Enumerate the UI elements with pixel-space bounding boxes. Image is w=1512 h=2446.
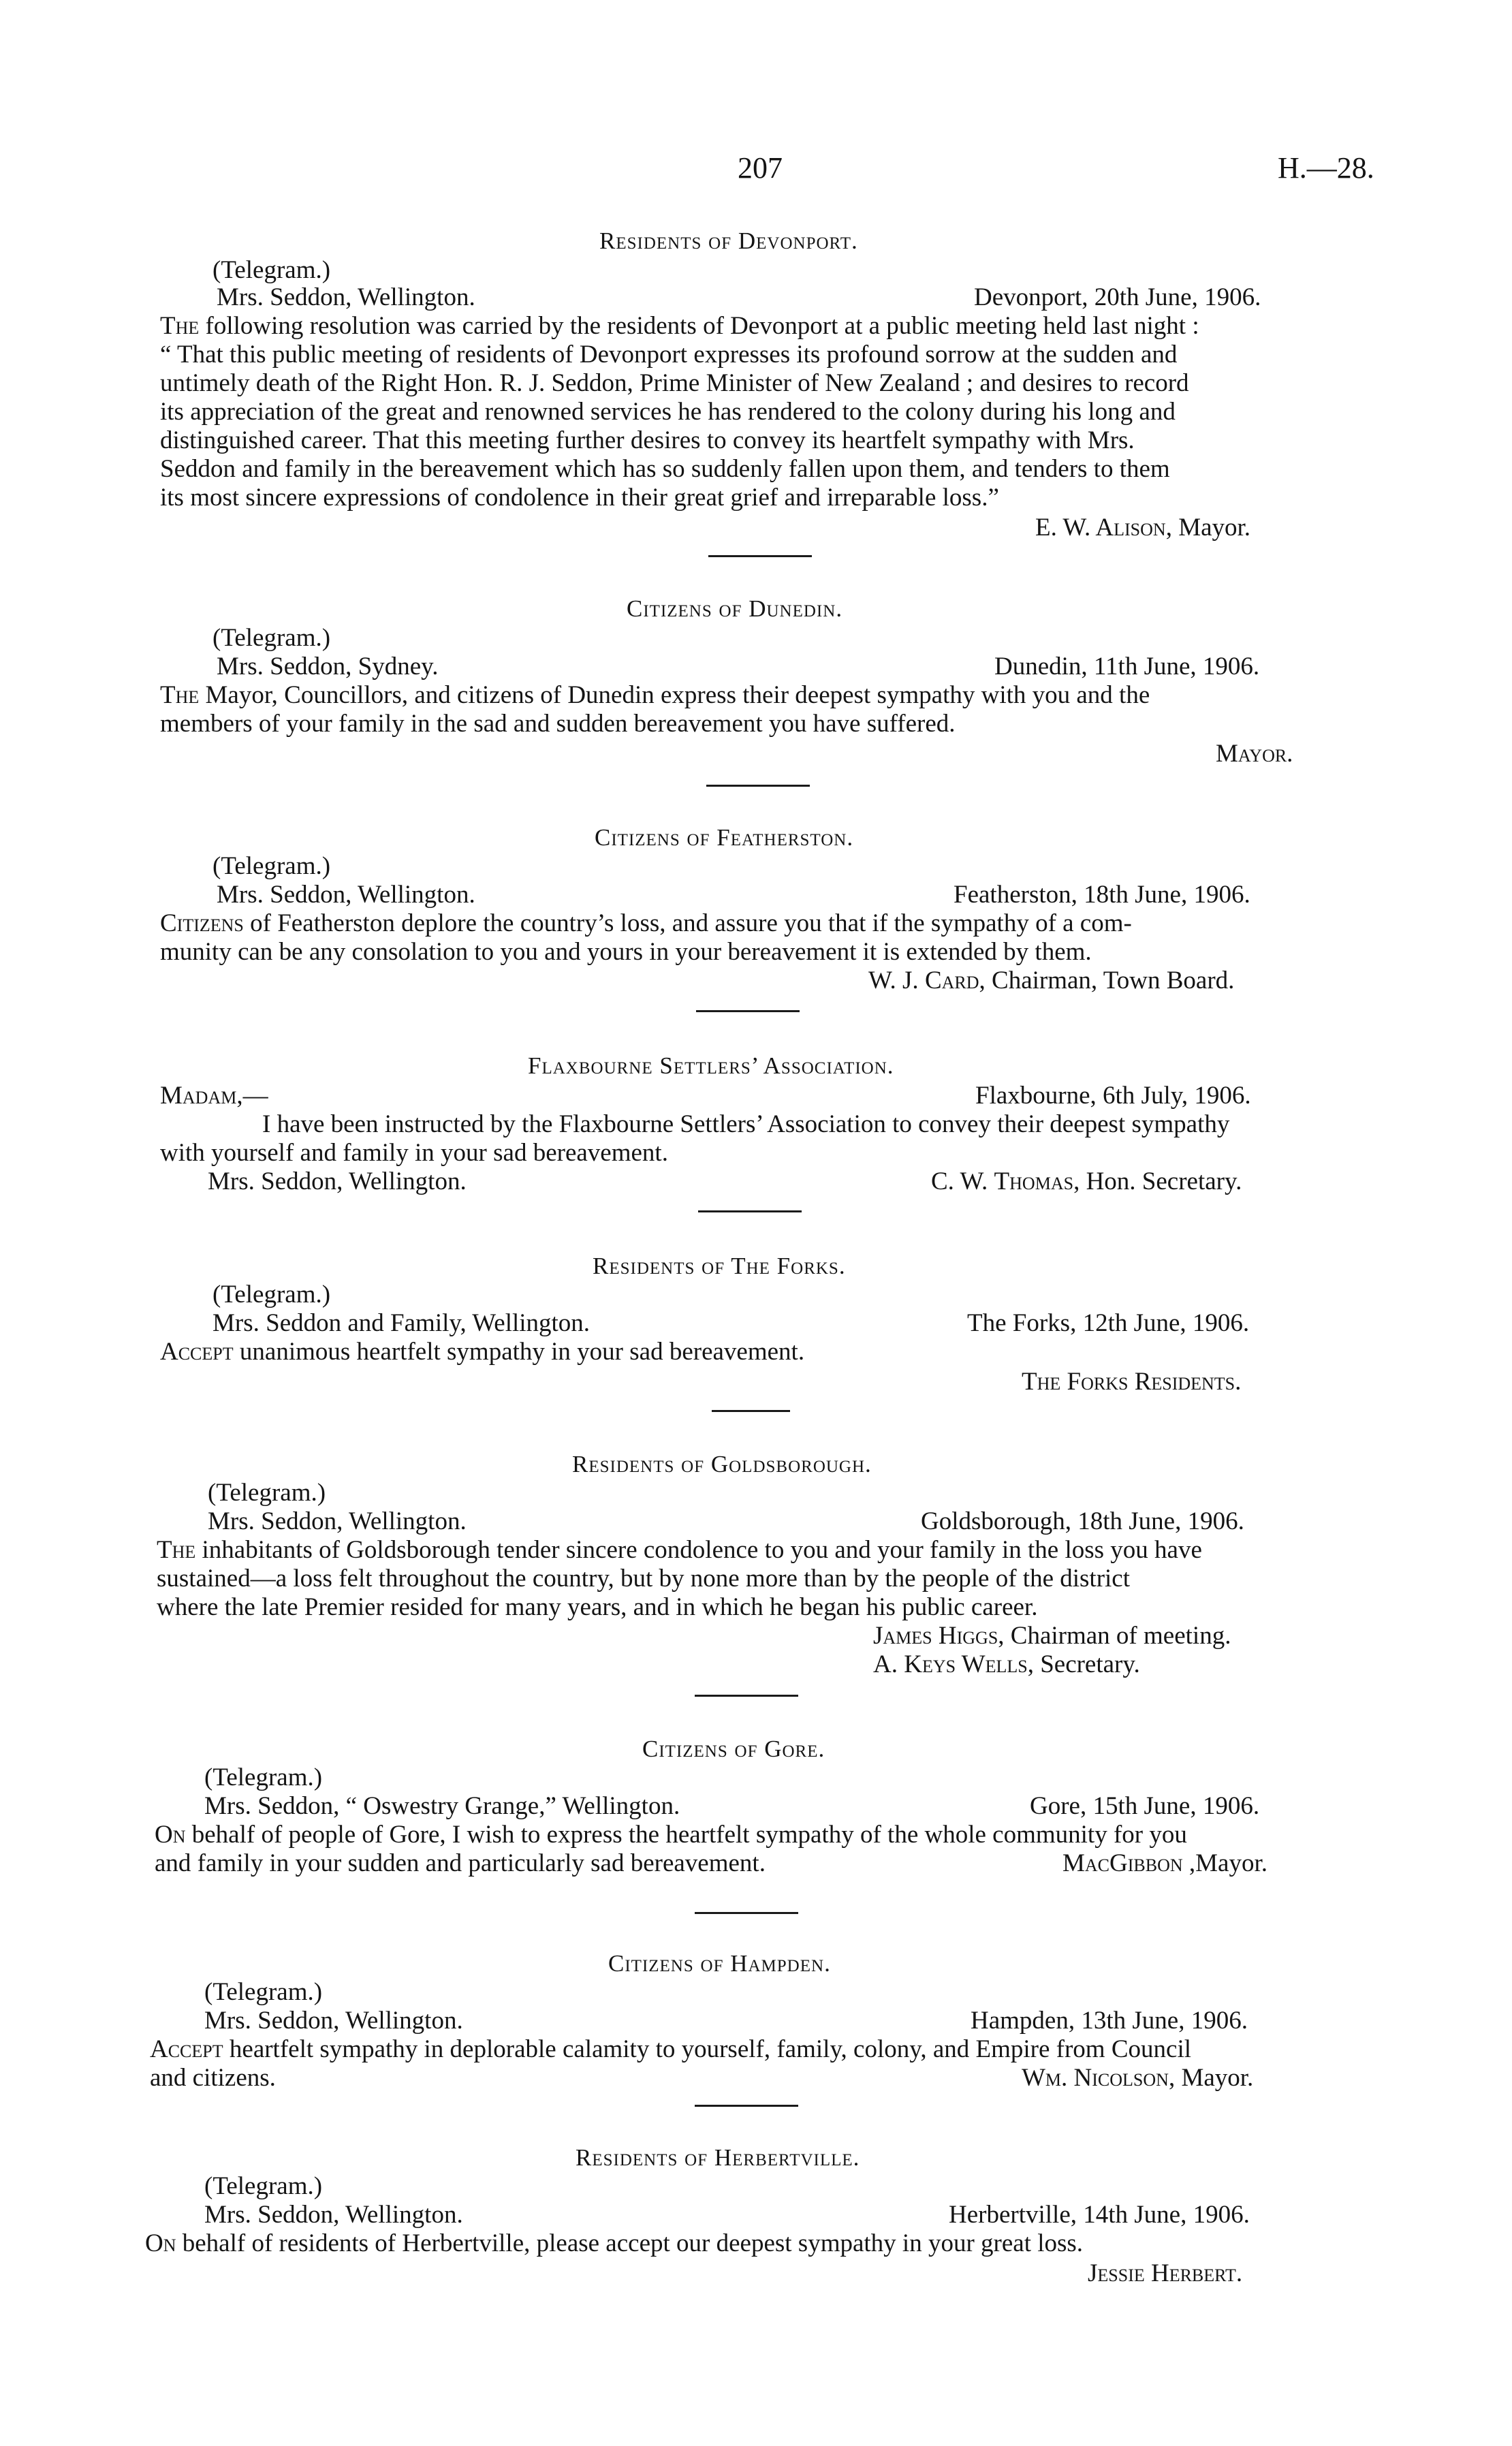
body-line: Citizens of Featherston deplore the country’s loss, and assure you that if the sympathy of a com- (160, 909, 1132, 937)
body-line: The Mayor, Councillors, and citizens of Dunedin express their deepest sympathy with you and the (160, 681, 1150, 709)
signature: A. Keys Wells, Secretary. (873, 1650, 1140, 1678)
signature: James Higgs, Chairman of meeting. (873, 1622, 1231, 1650)
body-line: members of your family in the sad and sudden bereavement you have suffered. (160, 710, 956, 738)
lead-word: The (160, 681, 200, 709)
signature: MacGibbon ,Mayor. (1062, 1849, 1267, 1877)
section-title: Citizens of Dunedin. (627, 595, 843, 622)
section-divider (708, 555, 812, 557)
body-line: and family in your sudden and particularly sad bereavement. (155, 1849, 766, 1877)
section-title: Citizens of Hampden. (608, 1950, 831, 1977)
message-type: (Telegram.) (212, 256, 331, 284)
body-line: The inhabitants of Goldsborough tender sincere condolence to you and your family in the loss you have (157, 1536, 1202, 1564)
addressee: Mrs. Seddon, Wellington. (217, 283, 475, 311)
signature: Wm. Nicolson, Mayor. (1022, 2064, 1254, 2092)
addressee: Mrs. Seddon, Wellington. (204, 2007, 463, 2035)
message-type: (Telegram.) (212, 852, 331, 880)
section-title: Citizens of Featherston. (595, 824, 854, 851)
lead-word: Accept (150, 2035, 223, 2063)
signature: The Forks Residents. (1022, 1368, 1242, 1396)
lead-word: On (155, 1821, 186, 1849)
section-divider (696, 1010, 800, 1012)
lead-word: On (145, 2229, 176, 2257)
section-title: Residents of The Forks. (593, 1253, 846, 1279)
signature: Jessie Herbert. (1088, 2259, 1243, 2287)
document-reference: H.—28. (1278, 151, 1374, 185)
place-date: Herbertville, 14th June, 1906. (949, 2201, 1250, 2229)
place-date: Featherston, 18th June, 1906. (954, 881, 1250, 909)
place-date: Flaxbourne, 6th July, 1906. (975, 1082, 1251, 1110)
section-divider (698, 1210, 802, 1212)
section-divider (695, 1912, 798, 1914)
body-line: where the late Premier resided for many years, and in which he began his public career. (157, 1593, 1038, 1621)
body-line: Seddon and family in the bereavement which has so suddenly fallen upon them, and tenders to them (160, 455, 1170, 483)
addressee: Mrs. Seddon, Wellington. (204, 2201, 463, 2229)
addressee: Mrs. Seddon, Sydney. (217, 653, 439, 680)
section-title: Residents of Devonport. (599, 228, 858, 254)
body-line: with yourself and family in your sad bereavement. (160, 1139, 668, 1167)
body-line: its appreciation of the great and renowned services he has rendered to the colony during his long and (160, 398, 1176, 426)
message-type: (Telegram.) (204, 1978, 323, 2006)
section-divider (712, 1410, 790, 1412)
section-divider (695, 2105, 798, 2107)
addressee: Mrs. Seddon, Wellington. (217, 881, 475, 909)
body-line: On behalf of people of Gore, I wish to express the heartfelt sympathy of the whole community for you (155, 1821, 1187, 1849)
body-line: its most sincere expressions of condolence in their great grief and irreparable loss.” (160, 484, 999, 512)
section-title: Residents of Goldsborough. (572, 1451, 872, 1477)
page-number: 207 (738, 151, 783, 185)
body-line: Accept unanimous heartfelt sympathy in your sad bereavement. (160, 1338, 805, 1366)
addressee: Mrs. Seddon and Family, Wellington. (212, 1309, 590, 1337)
body-line: “ That this public meeting of residents of Devonport expresses its profound sorrow at the sudden and (160, 341, 1178, 369)
body-line: I have been instructed by the Flaxbourne Settlers’ Association to convey their deepest sympathy (262, 1110, 1230, 1138)
signature: W. J. Card, Chairman, Town Board. (868, 967, 1235, 994)
section-divider (695, 1695, 798, 1697)
message-type: (Telegram.) (212, 1281, 331, 1308)
place-date: Goldsborough, 18th June, 1906. (921, 1507, 1244, 1535)
section-title: Flaxbourne Settlers’ Association. (528, 1052, 894, 1079)
lead-word: Citizens (160, 909, 244, 937)
place-date: Devonport, 20th June, 1906. (974, 283, 1261, 311)
body-line: On behalf of residents of Herbertville, please accept our deepest sympathy in your great loss. (145, 2229, 1084, 2257)
section-title: Residents of Herbertville. (576, 2144, 860, 2171)
addressee: Mrs. Seddon, “ Oswestry Grange,” Wellington. (204, 1792, 680, 1820)
message-type: (Telegram.) (212, 624, 331, 652)
body-line: Accept heartfelt sympathy in deplorable calamity to yourself, family, colony, and Empire from Council (150, 2035, 1191, 2063)
body-line: munity can be any consolation to you and yours in your bereavement it is extended by them. (160, 938, 1092, 966)
place-date: Gore, 15th June, 1906. (1030, 1792, 1260, 1820)
signature: E. W. Alison, Mayor. (1035, 514, 1251, 542)
body-line: distinguished career. That this meeting further desires to convey its heartfelt sympathy with Mrs. (160, 426, 1135, 454)
place-date: Dunedin, 11th June, 1906. (994, 653, 1260, 680)
place-date: Hampden, 13th June, 1906. (971, 2007, 1248, 2035)
body-line: sustained—a loss felt throughout the country, but by none more than by the people of the district (157, 1565, 1130, 1593)
message-type: (Telegram.) (208, 1479, 326, 1507)
lead-word: The (157, 1536, 196, 1564)
message-type: (Telegram.) (204, 2172, 323, 2200)
body-line: untimely death of the Right Hon. R. J. Seddon, Prime Minister of New Zealand ; and desires to record (160, 369, 1189, 397)
lead-word: The (160, 312, 200, 340)
section-divider (706, 785, 810, 787)
body-line: The following resolution was carried by the residents of Devonport at a public meeting held last night : (160, 312, 1199, 340)
lead-word: Accept (160, 1338, 234, 1366)
addressee: Mrs. Seddon, Wellington. (208, 1167, 467, 1195)
signature: C. W. Thomas, Hon. Secretary. (931, 1167, 1242, 1195)
message-type: (Telegram.) (204, 1763, 323, 1791)
addressee: Mrs. Seddon, Wellington. (208, 1507, 467, 1535)
signature: Mayor. (1216, 740, 1293, 768)
body-line: and citizens. (150, 2064, 276, 2092)
section-title: Citizens of Gore. (642, 1736, 825, 1762)
salutation: Madam,— (160, 1082, 268, 1110)
place-date: The Forks, 12th June, 1906. (967, 1309, 1250, 1337)
